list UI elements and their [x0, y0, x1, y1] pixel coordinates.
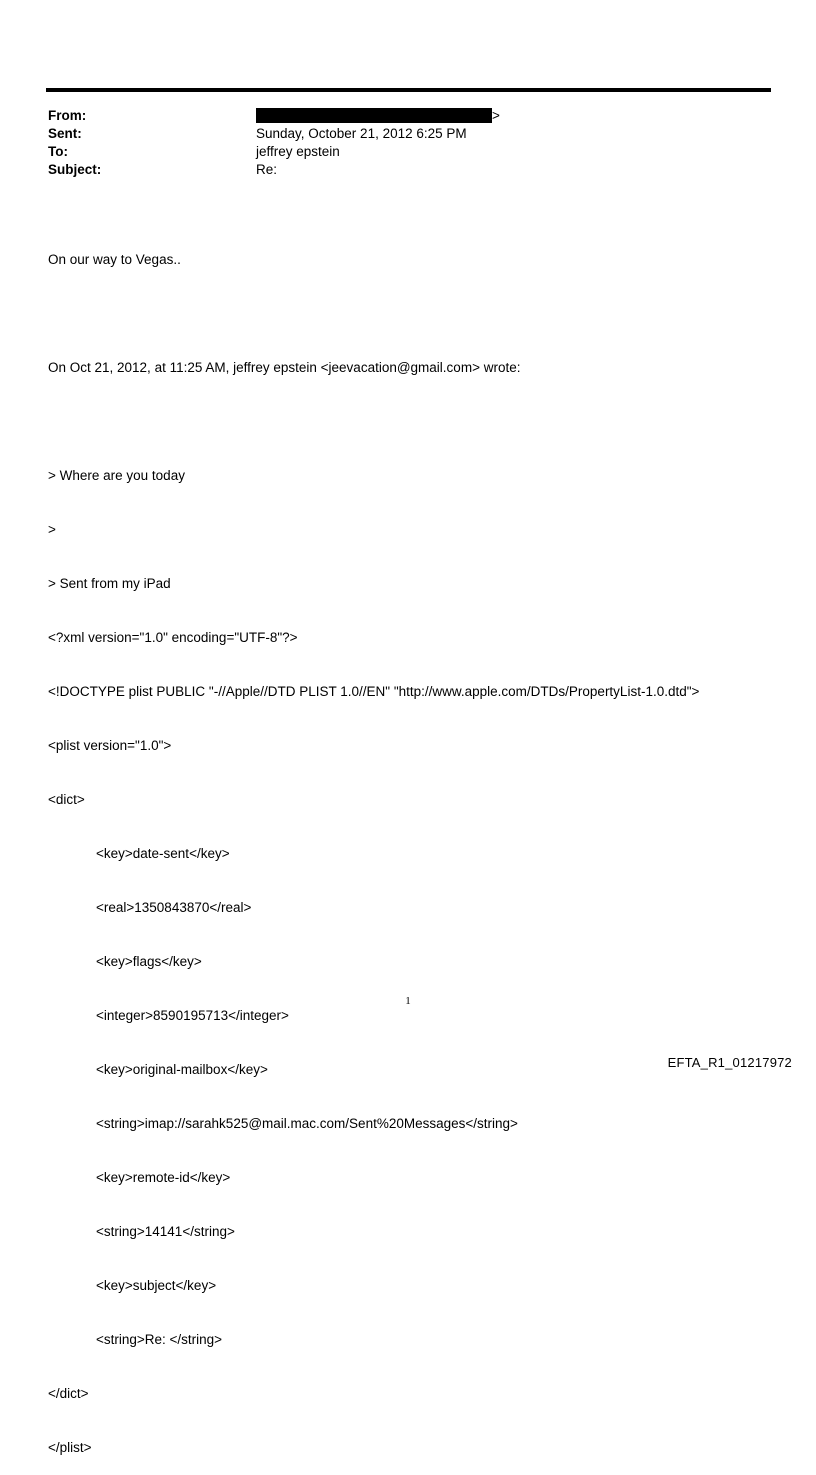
from-row [48, 107, 768, 125]
redaction-box [256, 108, 492, 123]
sent-label: Sent: [48, 126, 82, 141]
dict-entry: <key>remote-id</key> [96, 1170, 231, 1185]
dict-entry: <key>original-mailbox</key> [96, 1062, 268, 1077]
quoted-line: > Where are you today [48, 468, 185, 483]
dict-entry: <key>flags</key> [96, 954, 202, 969]
to-row [48, 143, 768, 161]
quote-intro: On Oct 21, 2012, at 11:25 AM, jeffrey epstein <jeevacation@gmail.com> wrote: [48, 360, 521, 375]
page-number: 1 [405, 995, 411, 1007]
spacer [48, 413, 788, 431]
subject-row [48, 161, 768, 179]
dict-entry: <key>date-sent</key> [96, 846, 230, 861]
dict-open: <dict> [48, 792, 85, 807]
from-value [256, 107, 768, 125]
subject-label: Subject: [48, 162, 102, 177]
header-divider-rule [46, 88, 771, 92]
dict-entry: <integer>8590195713</integer> [96, 1008, 289, 1023]
plist-open: <plist version="1.0"> [48, 738, 172, 753]
quoted-line: > [48, 522, 56, 537]
subject-value: Re: [256, 162, 278, 177]
sent-row [48, 125, 768, 143]
bates-number: EFTA_R1_01217972 [667, 1055, 792, 1070]
sent-value: Sunday, October 21, 2012 6:25 PM [256, 126, 467, 141]
dict-entry: <key>subject</key> [96, 1278, 217, 1293]
to-value: jeffrey epstein [256, 144, 340, 159]
spacer [48, 305, 788, 323]
dict-entry: <string>Re: </string> [96, 1332, 223, 1347]
quoted-line: > Sent from my iPad [48, 576, 171, 591]
dict-close: </dict> [48, 1386, 89, 1401]
from-label: From: [48, 108, 87, 123]
email-header [48, 107, 768, 179]
doctype-line: <!DOCTYPE plist PUBLIC "-//Apple//DTD PLIST 1.0//EN" "http://www.apple.com/DTDs/PropertyList-1.0.dtd"> [48, 684, 700, 699]
plist-close: </plist> [48, 1440, 92, 1455]
from-suffix: > [492, 108, 500, 123]
message-text: On our way to Vegas.. [48, 252, 181, 267]
xml-declaration: <?xml version="1.0" encoding="UTF-8"?> [48, 630, 298, 645]
dict-entry: <real>1350843870</real> [96, 900, 252, 915]
to-label: To: [48, 144, 68, 159]
dict-entry: <string>14141</string> [96, 1224, 235, 1239]
dict-entry: <string>imap://sarahk525@mail.mac.com/Sent%20Messages</string> [96, 1116, 518, 1131]
email-body [48, 215, 788, 1475]
